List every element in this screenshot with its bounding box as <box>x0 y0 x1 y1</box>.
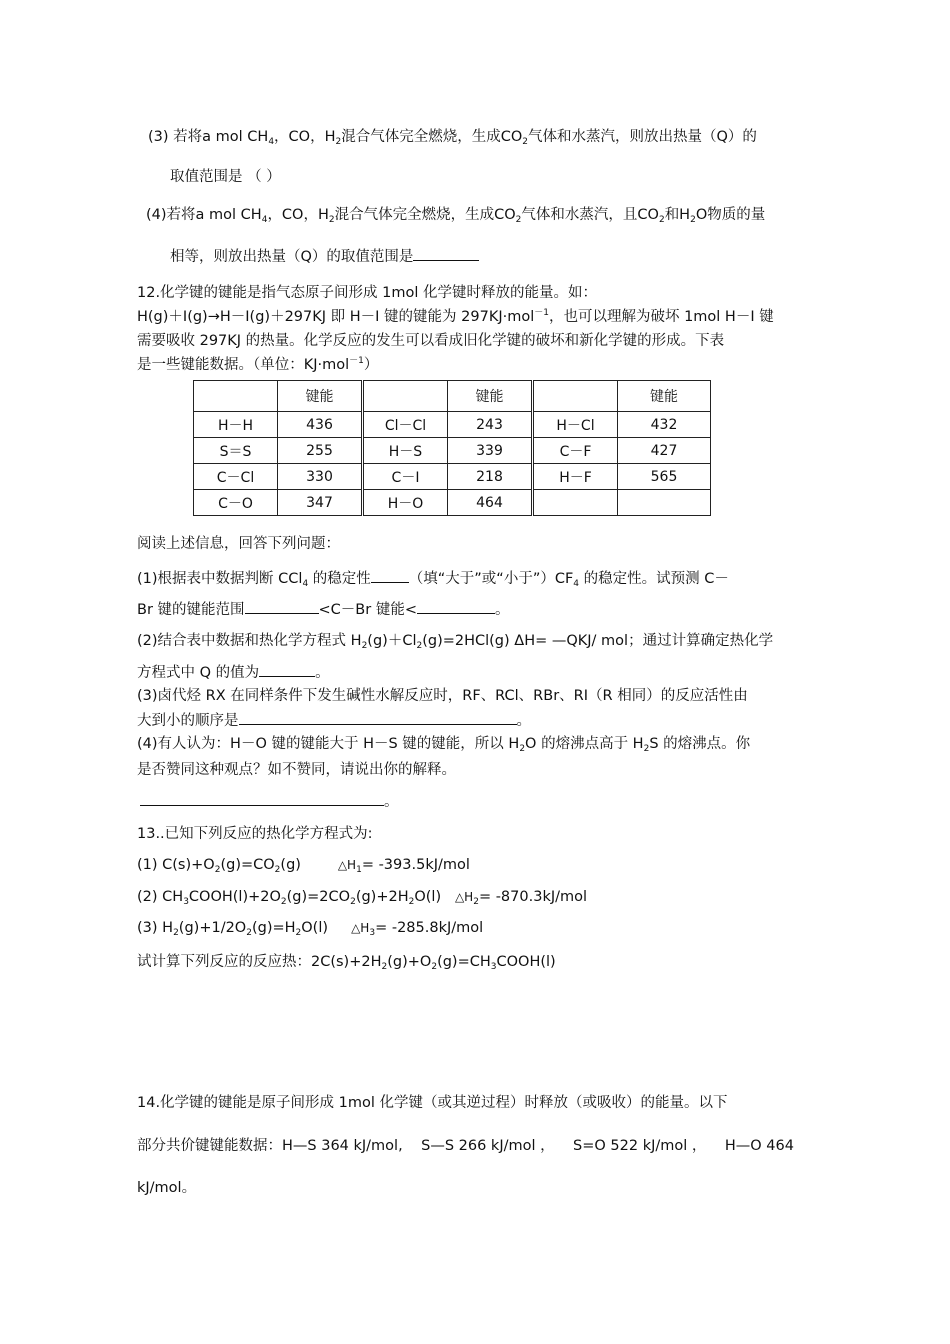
q11-part4-line2: 相等，则放出热量（Q）的取值范围是 <box>170 246 479 267</box>
q12-sub2-line2: 方程式中 Q 的值为 。 <box>137 662 330 683</box>
q12-sub3-line2: 大到小的顺序是 。 <box>137 710 531 731</box>
answer-blank[interactable] <box>371 568 409 583</box>
q12-sub3-line1: (3)卤代烃 RX 在同样条件下发生碱性水解反应时，RF、RCl、RBr、RI（R 相同）的反应活性由 <box>137 688 748 704</box>
q12-sub4-line1: (4)有人认为：H－O 键的键能大于 H－S 键的键能，所以 $H_2O$ 的熔沸点高于 $H_2S$ 的熔沸点。你 <box>137 736 751 754</box>
q12-read-instruction: 阅读上述信息，回答下列问题： <box>137 536 340 552</box>
q14-line1: 14.化学键的键能是原子间形成 1mol 化学键（或其逆过程）时释放（或吸收）的能量。以下 <box>137 1095 728 1111</box>
q11-part3-line1: (3) 若将a mol $CH_4$，CO，$H_2$混合气体完全燃烧，生成$CO_2$气体和水蒸汽，则放出热量（Q）的 <box>148 129 757 147</box>
q12-line1: 12.化学键的键能是指气态原子间形成 1mol 化学键时释放的能量。如： <box>137 285 598 301</box>
q12-sub4-line2: 是否赞同这种观点？如不赞同，请说出你的解释。 <box>137 762 456 778</box>
answer-blank[interactable] <box>259 662 315 677</box>
table-row: C－O 347 H－O 464 <box>194 490 711 516</box>
answer-blank[interactable] <box>417 599 495 614</box>
q11-part4-line1: (4)若将a mol $CH_4$，CO，$H_2$混合气体完全燃烧，生成$CO_2$气体和水蒸汽，且$CO_2$和$H_2O$物质的量 <box>146 207 766 225</box>
bond-energy-table <box>193 380 711 516</box>
q12-line3: 需要吸收 297KJ 的热量。化学反应的发生可以看成旧化学键的破坏和新化学键的形成。下表 <box>137 333 725 349</box>
q13-title: 13..已知下列反应的热化学方程式为: <box>137 826 373 842</box>
q12-sub4-line3: 。 <box>140 791 399 812</box>
table-header-row: 键能 键能 键能 <box>194 381 711 412</box>
q11-part3-line2: 取值范围是 （ ） <box>170 169 281 185</box>
q14-line2: 部分共价键键能数据：H—S 364 kJ/mol, S—S 266 kJ/mol ， S=O 522 kJ/mol ， H—O 464 <box>137 1138 794 1154</box>
q14-line3: kJ/mol。 <box>137 1180 197 1196</box>
q12-line4: 是一些键能数据。（单位：KJ·mol$^{-1}$） <box>137 356 379 373</box>
q13-eq1: (1) $C(s)+O_2(g)=CO_2(g)$ $\triangle H_1= -393.5kJ/mol$ <box>137 857 470 875</box>
answer-blank[interactable] <box>140 791 384 806</box>
table-row: H－H 436 Cl－Cl 243 H－Cl 432 <box>194 412 711 438</box>
q12-sub1-line2: Br 键的键能范围 <C－Br 键能< 。 <box>137 599 509 620</box>
q13-eq3: (3) $H_2(g)+1/2O_2(g)=H_2O(l)$ $\triangle H_3= -285.8kJ/mol$ <box>137 920 484 938</box>
q12-sub1-line1: (1)根据表中数据判断 CCl$_4$ 的稳定性 （填“大于”或“小于$”)CF_4$ 的稳定性。试预测 C－ <box>137 568 729 589</box>
q13-eq2: (2) $CH_3COOH(l)+2O_2(g)=2CO_2(g)+2H_2O(l)$ $\triangle H_2= -870.3kJ/mol$ <box>137 889 588 907</box>
answer-blank[interactable] <box>245 599 319 614</box>
q12-sub2-line1: (2)结合表中数据和热化学方程式 $H_2(g)+Cl_2(g)=2HCl(g)$ ΔH= —QKJ/ mol；通过计算确定热化学 <box>137 633 774 651</box>
q12-line2: H(g)＋I(g)→H－I(g)＋297KJ 即 H－I 键的键能为 297KJ·mol$^{-1}$，也可以理解为破坏 1mol H－I 键 <box>137 308 774 325</box>
answer-blank[interactable] <box>413 246 479 261</box>
q13-question: 试计算下列反应的反应热：$2C(s)+2H_2(g)+O_2(g)=CH_3COOH(l)$ <box>137 954 556 972</box>
table-row: S＝S 255 H－S 339 C－F 427 <box>194 438 711 464</box>
table-row: C－Cl 330 C－I 218 H－F 565 <box>194 464 711 490</box>
answer-blank[interactable] <box>239 710 517 725</box>
